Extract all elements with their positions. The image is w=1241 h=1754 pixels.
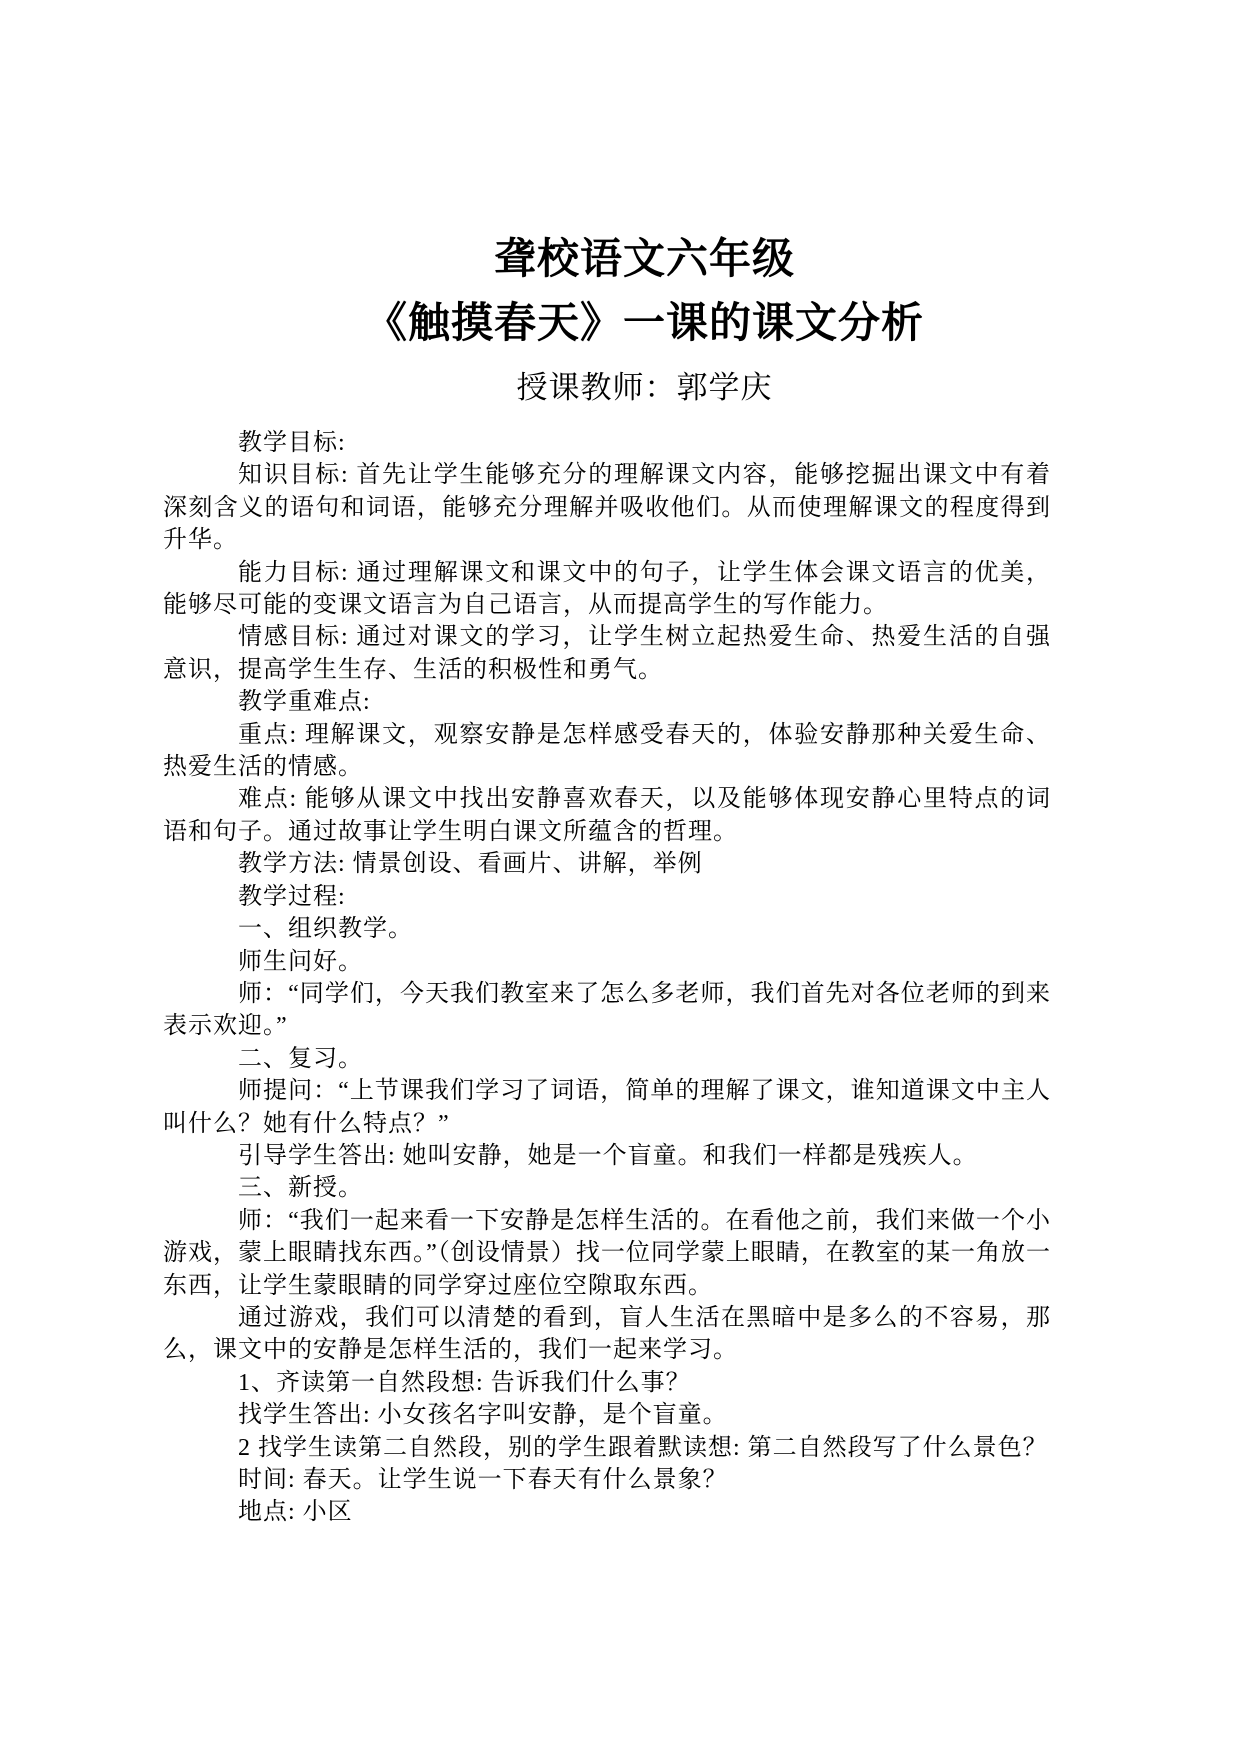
paragraph: 三、新授。 — [238, 1175, 363, 1202]
paragraph: 师提问：“上节课我们学习了词语，简单的理解了课文，谁知道课文中主人叫什么？她有什么特点？” — [163, 1078, 1051, 1137]
paragraph: 教学方法: 情景创设、看画片、讲解，举例 — [238, 851, 703, 878]
document-title-line-2: 《触摸春天》一课的课文分析 — [364, 301, 924, 347]
paragraph: 找学生答出: 小女孩名字叫安静，是个盲童。 — [238, 1402, 728, 1429]
paragraph: 1、齐读第一自然段想: 告诉我们什么事？ — [238, 1369, 691, 1396]
document-title-line-1: 聋校语文六年级 — [493, 237, 795, 283]
paragraph: 教学目标: — [238, 430, 346, 456]
paragraph: 师生问好。 — [238, 948, 363, 975]
paragraph: 师：“同学们，今天我们教室来了怎么多老师，我们首先对各位老师的到来表示欢迎。” — [163, 980, 1051, 1040]
heading-block — [163, 228, 1051, 420]
paragraph: 一、组织教学。 — [238, 916, 413, 943]
document-byline: 授课教师：郭学庆 — [516, 370, 773, 405]
paragraph: 教学过程: — [238, 883, 346, 910]
paragraph: 重点: 理解课文，观察安静是怎样感受春天的，体验安静那种关爱生命、热爱生活的情感。 — [163, 721, 1051, 781]
paragraph: 2 找学生读第二自然段，别的学生跟着默读想: 第二自然段写了什么景色？ — [238, 1434, 1048, 1461]
document-body — [163, 427, 1051, 1529]
paragraph: 能力目标: 通过理解课文和课文中的句子，让学生体会课文语言的优美，能够尽可能的变课文语言为自己语言，从而提高学生的写作能力。 — [163, 559, 1051, 619]
paragraph: 地点: 小区 — [238, 1499, 353, 1526]
paragraph: 通过游戏，我们可以清楚的看到，盲人生活在黑暗中是多么的不容易，那么，课文中的安静是怎样生活的，我们一起来学习。 — [163, 1304, 1051, 1364]
page-content — [0, 228, 1241, 1529]
paragraph: 二、复习。 — [238, 1045, 363, 1072]
paragraph: 时间: 春天。让学生说一下春天有什么景象？ — [238, 1467, 728, 1493]
paragraph: 师：“我们一起来看一下安静是怎样生活的。在看他之前，我们来做一个小游戏，蒙上眼睛找东西。”（创设情景）找一位同学蒙上眼睛，在教室的某一角放一东西，让学生蒙眼睛的同学穿过座位空隙取东西。 — [163, 1207, 1051, 1299]
paragraph: 引导学生答出: 她叫安静，她是一个盲童。和我们一样都是残疾人。 — [238, 1142, 978, 1169]
paragraph: 难点: 能够从课文中找出安静喜欢春天，以及能够体现安静心里特点的词语和句子。通过故事让学生明白课文所蕴含的哲理。 — [163, 786, 1051, 845]
paragraph: 教学重难点: — [238, 689, 371, 716]
paragraph: 情感目标: 通过对课文的学习，让学生树立起热爱生命、热爱生活的自强意识，提高学生生存、生活的积极性和勇气。 — [163, 624, 1051, 683]
paragraph: 知识目标: 首先让学生能够充分的理解课文内容，能够挖掘出课文中有着深刻含义的语句和词语，能够充分理解并吸收他们。从而使理解课文的程度得到升华。 — [163, 462, 1051, 554]
